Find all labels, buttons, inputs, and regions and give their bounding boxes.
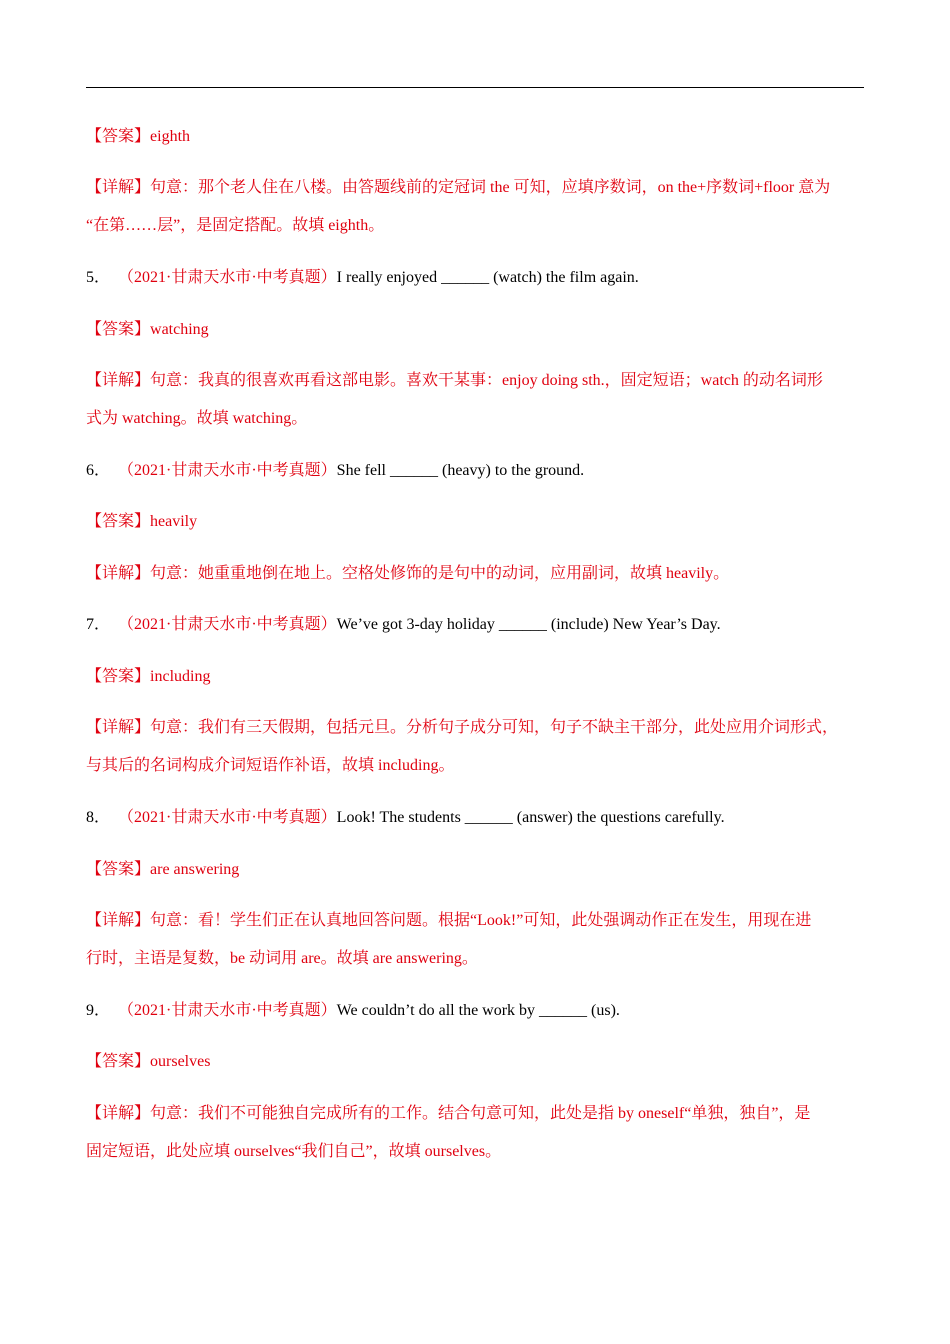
q7-number: 7． [86,616,111,633]
q7-answer: including [150,668,211,685]
explain-tag: 【详解】 [86,912,151,929]
q7-answer-line [86,667,866,687]
q8-explain-text2: 行时，主语是复数，be 动词用 are。故填 are answering。 [86,950,478,967]
q7-source: （2021·甘肃天水市·中考真题） [118,616,337,633]
q5-question-line [86,268,866,288]
q6-text: She fell ______ (heavy) to the ground. [336,462,585,479]
q9-question-line [86,1001,866,1021]
q4-explain-text1: 句意：那个老人住在八楼。由答题线前的定冠词 the 可知，应填序数词，on the+序数词+floor 意为 [150,179,831,196]
q6-answer-line [86,512,866,532]
q9-source: （2021·甘肃天水市·中考真题） [118,1002,337,1019]
q9-answer-line [86,1052,866,1072]
explain-tag: 【详解】 [86,1105,151,1122]
q4-explain-text2: “在第……层”，是固定搭配。故填 eighth。 [86,217,385,234]
q8-text: Look! The students ______ (answer) the questions carefully. [336,809,725,826]
q4-explain-line2 [86,216,866,236]
explain-tag: 【详解】 [86,179,151,196]
q8-answer-line [86,860,866,880]
q9-explain-line2 [86,1142,866,1162]
q8-number: 8． [86,809,111,826]
q6-question-line [86,461,866,481]
explain-tag: 【详解】 [86,565,151,582]
q8-explain-text1: 句意：看！学生们正在认真地回答问题。根据“Look!”可知，此处强调动作正在发生，用现在进 [150,912,812,929]
explain-tag: 【详解】 [86,719,151,736]
q7-question-line [86,615,866,635]
q7-explain-line1 [86,718,866,738]
q9-number: 9． [86,1002,111,1019]
q5-answer-line [86,320,866,340]
q6-source: （2021·甘肃天水市·中考真题） [118,462,337,479]
header-rule [86,87,864,88]
q7-explain-line2 [86,756,866,776]
q6-explain-text1: 句意：她重重地倒在地上。空格处修饰的是句中的动词，应用副词，故填 heavily。 [150,565,730,582]
q7-text: We’ve got 3-day holiday ______ (include) New Year’s Day. [336,616,721,633]
q6-explain-line1 [86,564,866,584]
q5-answer: watching [150,321,209,338]
answer-tag: 【答案】 [86,668,151,685]
q5-number: 5． [86,269,111,286]
q8-answer: are answering [150,861,240,878]
answer-tag: 【答案】 [86,321,151,338]
answer-tag: 【答案】 [86,861,151,878]
answer-tag: 【答案】 [86,128,151,145]
q4-answer: eighth [150,128,191,145]
q9-text: We couldn’t do all the work by ______ (us). [336,1002,620,1019]
q6-number: 6． [86,462,111,479]
q9-explain-text2: 固定短语，此处应填 ourselves“我们自己”，故填 ourselves。 [86,1143,502,1160]
answer-tag: 【答案】 [86,513,151,530]
q8-question-line [86,808,866,828]
q5-explain-text1: 句意：我真的很喜欢再看这部电影。喜欢干某事：enjoy doing sth.，固定短语；watch 的动名词形 [150,372,823,389]
q7-explain-text2: 与其后的名词构成介词短语作补语，故填 including。 [86,757,455,774]
q6-answer: heavily [150,513,198,530]
q4-explain-line1 [86,178,866,198]
q8-source: （2021·甘肃天水市·中考真题） [118,809,337,826]
q9-answer: ourselves [150,1053,211,1070]
q5-explain-line1 [86,371,866,391]
q5-text: I really enjoyed ______ (watch) the film again. [336,269,639,286]
q8-explain-line1 [86,911,866,931]
q9-explain-text1: 句意：我们不可能独自完成所有的工作。结合句意可知，此处是指 by oneself“单独，独自”，是 [150,1105,811,1122]
explain-tag: 【详解】 [86,372,151,389]
q8-explain-line2 [86,949,866,969]
q7-explain-text1: 句意：我们有三天假期，包括元旦。分析句子成分可知，句子不缺主干部分，此处应用介词形式， [150,719,839,736]
q9-explain-line1 [86,1104,866,1124]
q5-explain-text2: 式为 watching。故填 watching。 [86,410,308,427]
q5-explain-line2 [86,409,866,429]
q4-answer-line [86,127,866,147]
answer-tag: 【答案】 [86,1053,151,1070]
q5-source: （2021·甘肃天水市·中考真题） [118,269,337,286]
